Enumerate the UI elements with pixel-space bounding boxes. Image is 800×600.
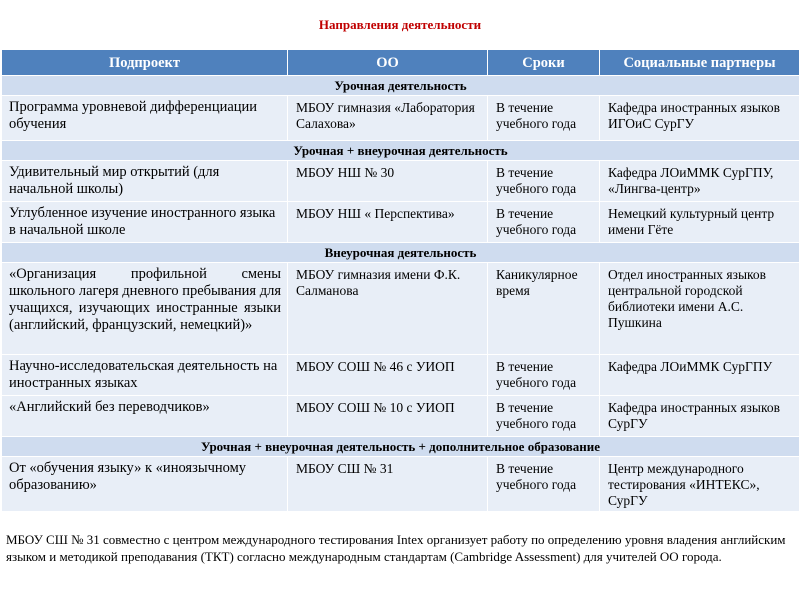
cell-subproject: Удивительный мир открытий (для начальной школы) [2,161,288,202]
cell-terms: Каникулярное время [488,263,600,355]
cell-subproject: «Английский без переводчиков» [2,396,288,437]
header-subproject: Подпроект [2,50,288,76]
cell-organization: МБОУ гимназия «Лаборатория Салахова» [288,96,488,141]
section-label: Урочная деятельность [2,76,800,96]
table-row [2,96,800,141]
cell-subproject: Программа уровневой дифференциации обучения [2,96,288,141]
page-title: Направления деятельности [318,17,482,32]
footnote-text: МБОУ СШ № 31 совместно с центром международного тестирования Intex организует работу по определению уровня владения английским языком и методикой преподавания (ТКТ) согласно международным стандартам (Cambridge Assessment) для учителей ОО города. [6,532,786,564]
section-label: Урочная + внеурочная деятельность [2,141,800,161]
section-row [2,76,800,96]
section-row [2,243,800,263]
cell-organization: МБОУ гимназия имени Ф.К. Салманова [288,263,488,355]
section-row [2,437,800,457]
cell-partners: Кафедра ЛОиММК СурГПУ [600,355,800,396]
cell-subproject: Научно-исследовательская деятельность на иностранных языках [2,355,288,396]
table-row [2,161,800,202]
table-row [2,355,800,396]
header-organization: ОО [288,50,488,76]
cell-terms: В течение учебного года [488,396,600,437]
cell-organization: МБОУ СОШ № 10 с УИОП [288,396,488,437]
table-row [2,263,800,355]
cell-organization: МБОУ НШ № 30 [288,161,488,202]
table-row [2,457,800,512]
activities-table [1,49,800,512]
cell-terms: В течение учебного года [488,202,600,243]
section-label: Внеурочная деятельность [2,243,800,263]
header-partners: Социальные партнеры [600,50,800,76]
cell-partners: Кафедра иностранных языков СурГУ [600,396,800,437]
cell-subproject: Углубленное изучение иностранного языка в начальной школе [2,202,288,243]
section-label: Урочная + внеурочная деятельность + дополнительное образование [2,437,800,457]
cell-subproject: «Организация профильной смены школьного лагеря дневного пребывания для учащихся, изучающих иностранные языки (английский, французский, немецкий)» [2,263,288,355]
cell-partners: Кафедра ЛОиММК СурГПУ, «Лингва-центр» [600,161,800,202]
header-terms: Сроки [488,50,600,76]
table-row [2,202,800,243]
cell-subproject: От «обучения языку» к «иноязычному образованию» [2,457,288,512]
section-row [2,141,800,161]
table-row [2,396,800,437]
cell-partners: Кафедра иностранных языков ИГОиС СурГУ [600,96,800,141]
cell-partners: Немецкий культурный центр имени Гёте [600,202,800,243]
cell-terms: В течение учебного года [488,161,600,202]
cell-organization: МБОУ НШ « Перспектива» [288,202,488,243]
cell-terms: В течение учебного года [488,355,600,396]
cell-terms: В течение учебного года [488,96,600,141]
cell-organization: МБОУ СОШ № 46 с УИОП [288,355,488,396]
cell-partners: Отдел иностранных языков центральной городской библиотеки имени А.С. Пушкина [600,263,800,355]
cell-partners: Центр международного тестирования «ИНТЕКС», СурГУ [600,457,800,512]
cell-terms: В течение учебного года [488,457,600,512]
table-header-row [2,50,800,76]
cell-organization: МБОУ СШ № 31 [288,457,488,512]
